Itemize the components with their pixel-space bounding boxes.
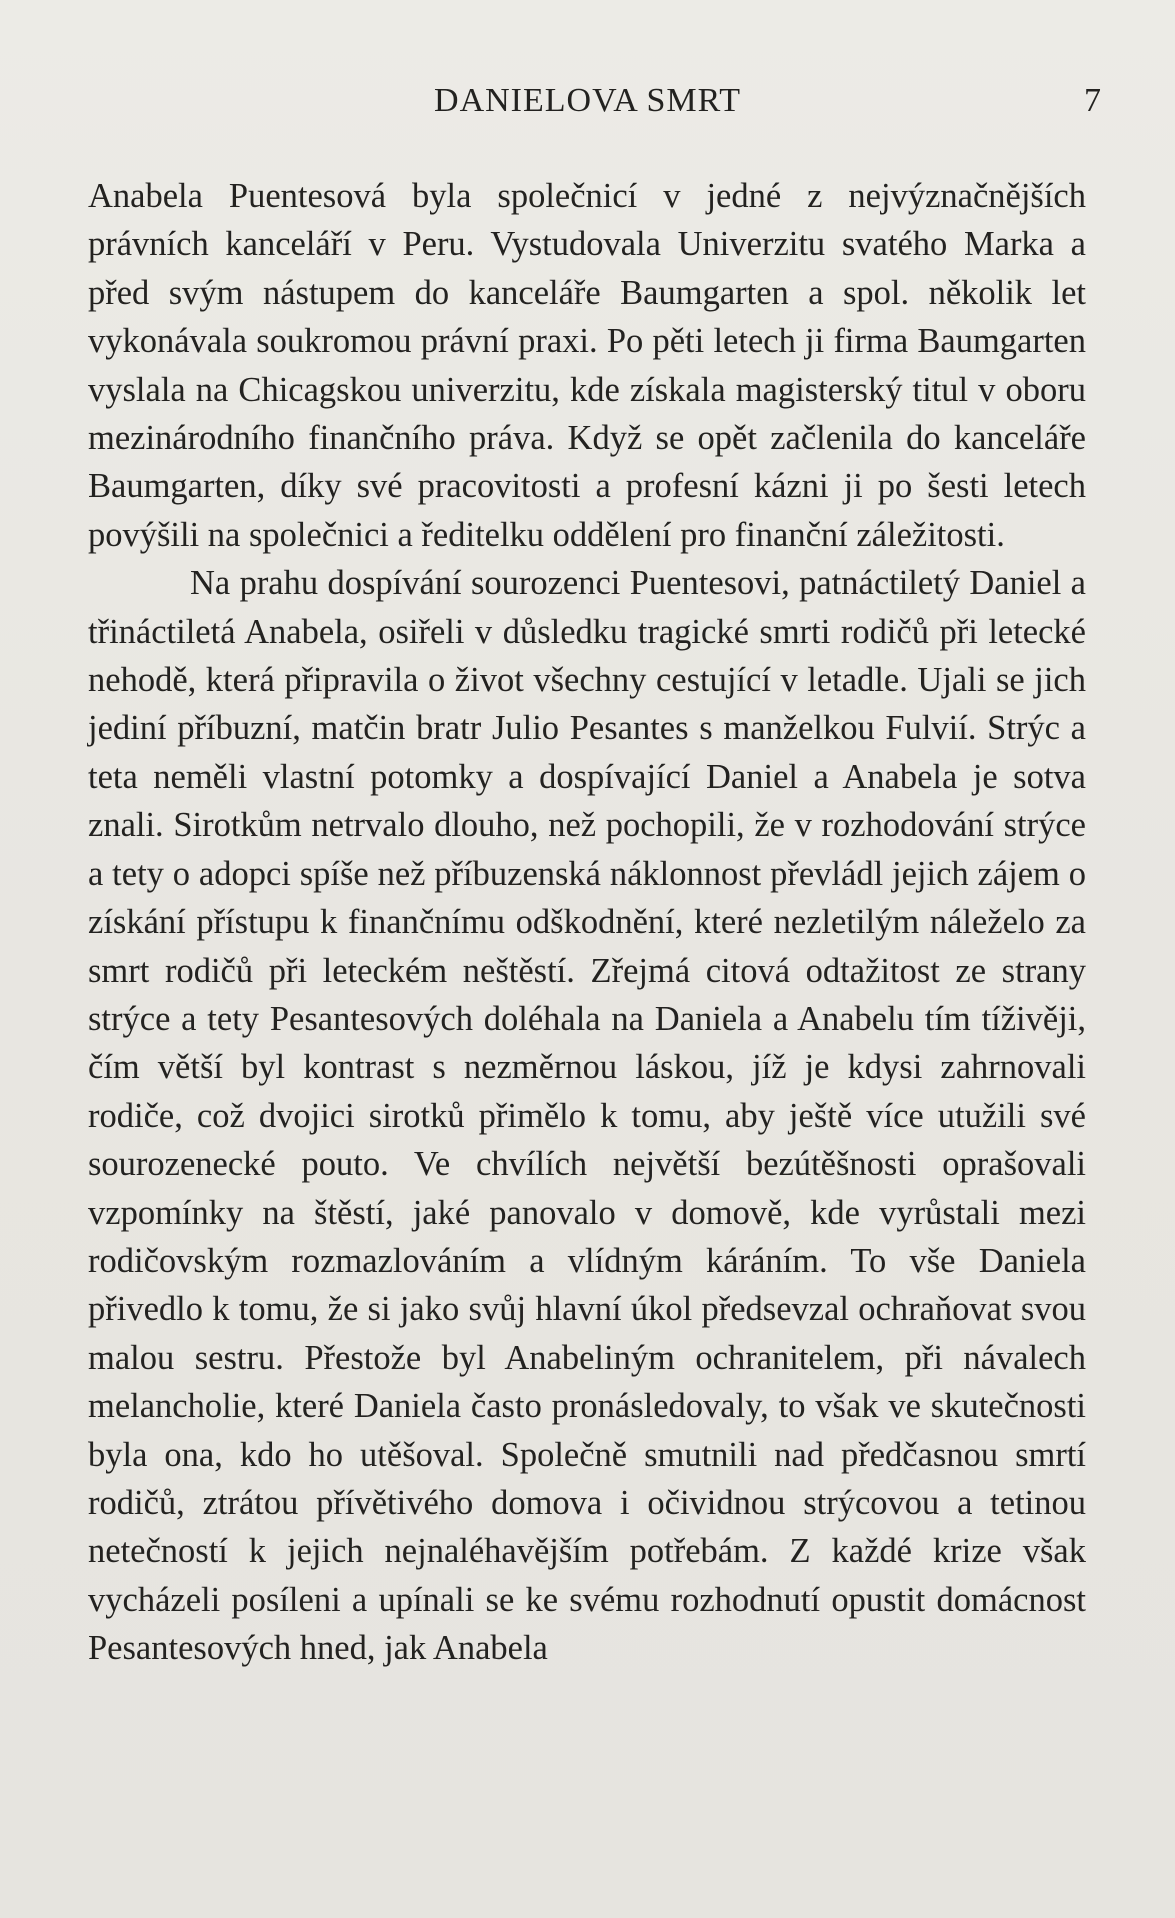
running-head (0, 82, 1175, 126)
running-title: DANIELOVA SMRT (434, 82, 741, 119)
paragraph-2: Na prahu dospívání sourozenci Puentesovi, patnáctiletý Daniel a třináctiletá Anabela, osiřeli v důsledku tragické smrti rodičů při letecké nehodě, která připravila o život všechny cestující v letadle. Ujali se jich jediní příbuzní, matčin bratr Julio Pesantes s manželkou Fulvií. Strýc a teta neměli vlastní potomky a dospívající Daniel a Anabela je sotva znali. Sirotkům netrvalo dlouho, než pochopili, že v rozhodování strýce a tety o adopci spíše než příbuzenská náklonnost převládl jejich zájem o získání přístupu k finančnímu odškodnění, které nezletilým náleželo za smrt rodičů při leteckém neštěstí. Zřejmá citová odtažitost ze strany strýce a tety Pesantesových doléhala na Daniela a Anabelu tím tíživěji, čím větší byl kontrast s nezměrnou láskou, jíž je kdysi zahrnovali rodiče, což dvojici sirotků přimělo k tomu, aby ještě více utužili své sourozenecké pouto. Ve chvílích největší bezútěšnosti oprašovali vzpomínky na štěstí, jaké panovalo v domově, kde vyrůstali mezi rodičovským rozmazlováním a vlídným káráním. To vše Daniela přivedlo k tomu, že si jako svůj hlavní úkol předsevzal ochraňovat svou malou sestru. Přestože byl Anabeliným ochranitelem, při návalech melancholie, které Daniela často pronásledovaly, to však ve skutečnosti byla ona, kdo ho utěšoval. Společně smutnili nad předčasnou smrtí rodičů, ztrátou přívětivého domova i očividnou strýcovou a tetinou netečností k jejich nejnaléhavějším potřebám. Z každé krize však vycházeli posíleni a upínali se ke svému rozhodnutí opustit domácnost Pesantesových hned, jak Anabela (88, 564, 1086, 1668)
body-text (88, 172, 1086, 1673)
paragraph-1: Anabela Puentesová byla společnicí v jedné z nejvýznačnějších právních kanceláří v Peru. Vystudovala Univerzitu svatého Marka a před svým nástupem do kanceláře Baumgarten a spol. několik let vykonávala soukromou právní praxi. Po pěti letech ji firma Baumgarten vyslala na Chicagskou univerzitu, kde získala magisterský titul v oboru mezinárodního finančního práva. Když se opět začlenila do kanceláře Baumgarten, díky své pracovitosti a profesní kázni ji po šesti letech povýšili na společnici a ředitelku oddělení pro finanční záležitosti. (88, 177, 1086, 554)
page-number: 7 (1084, 82, 1101, 119)
